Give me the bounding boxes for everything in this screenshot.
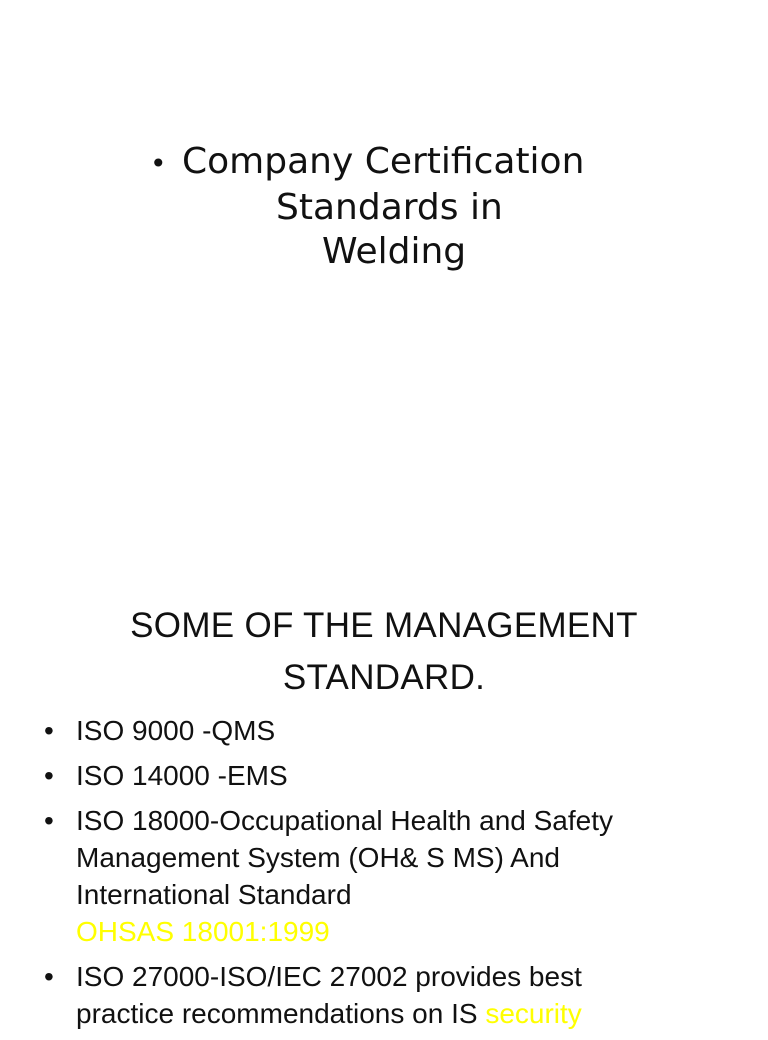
highlighted-word: security	[485, 998, 582, 1029]
title-line-1	[150, 140, 620, 186]
list-item-text: ISO 18000-Occupational Health and Safety Management System (OH& S MS) And International Standard	[76, 805, 614, 910]
bullet-glyph: •	[44, 760, 54, 791]
bullet-glyph: •	[44, 961, 54, 992]
title-line-3: Welding	[322, 231, 467, 272]
heading-line-1: SOME OF THE MANAGEMENT	[130, 606, 638, 645]
list-item-text: ISO 14000 -EMS	[76, 760, 288, 791]
heading-line-2: STANDARD.	[282, 658, 486, 697]
list-item	[44, 958, 744, 1032]
slide-title	[150, 140, 620, 274]
section-heading	[0, 600, 768, 704]
bullet-glyph: •	[44, 805, 54, 836]
bullet-glyph: •	[150, 147, 167, 180]
list-item	[44, 802, 744, 950]
list-item	[44, 757, 744, 794]
highlighted-standard: OHSAS 18001:1999	[76, 916, 330, 947]
list-item	[44, 712, 744, 749]
title-line-1-text: Company Certification	[182, 141, 585, 182]
title-line-2: Standards in	[276, 187, 503, 228]
standards-list	[44, 712, 744, 1040]
slide-management-standards	[0, 580, 768, 1029]
bullet-glyph: •	[44, 715, 54, 746]
list-item-text: ISO 27000-ISO/IEC 27002 provides best practice recommendations on IS	[76, 961, 582, 1029]
list-item-text: ISO 9000 -QMS	[76, 715, 276, 746]
